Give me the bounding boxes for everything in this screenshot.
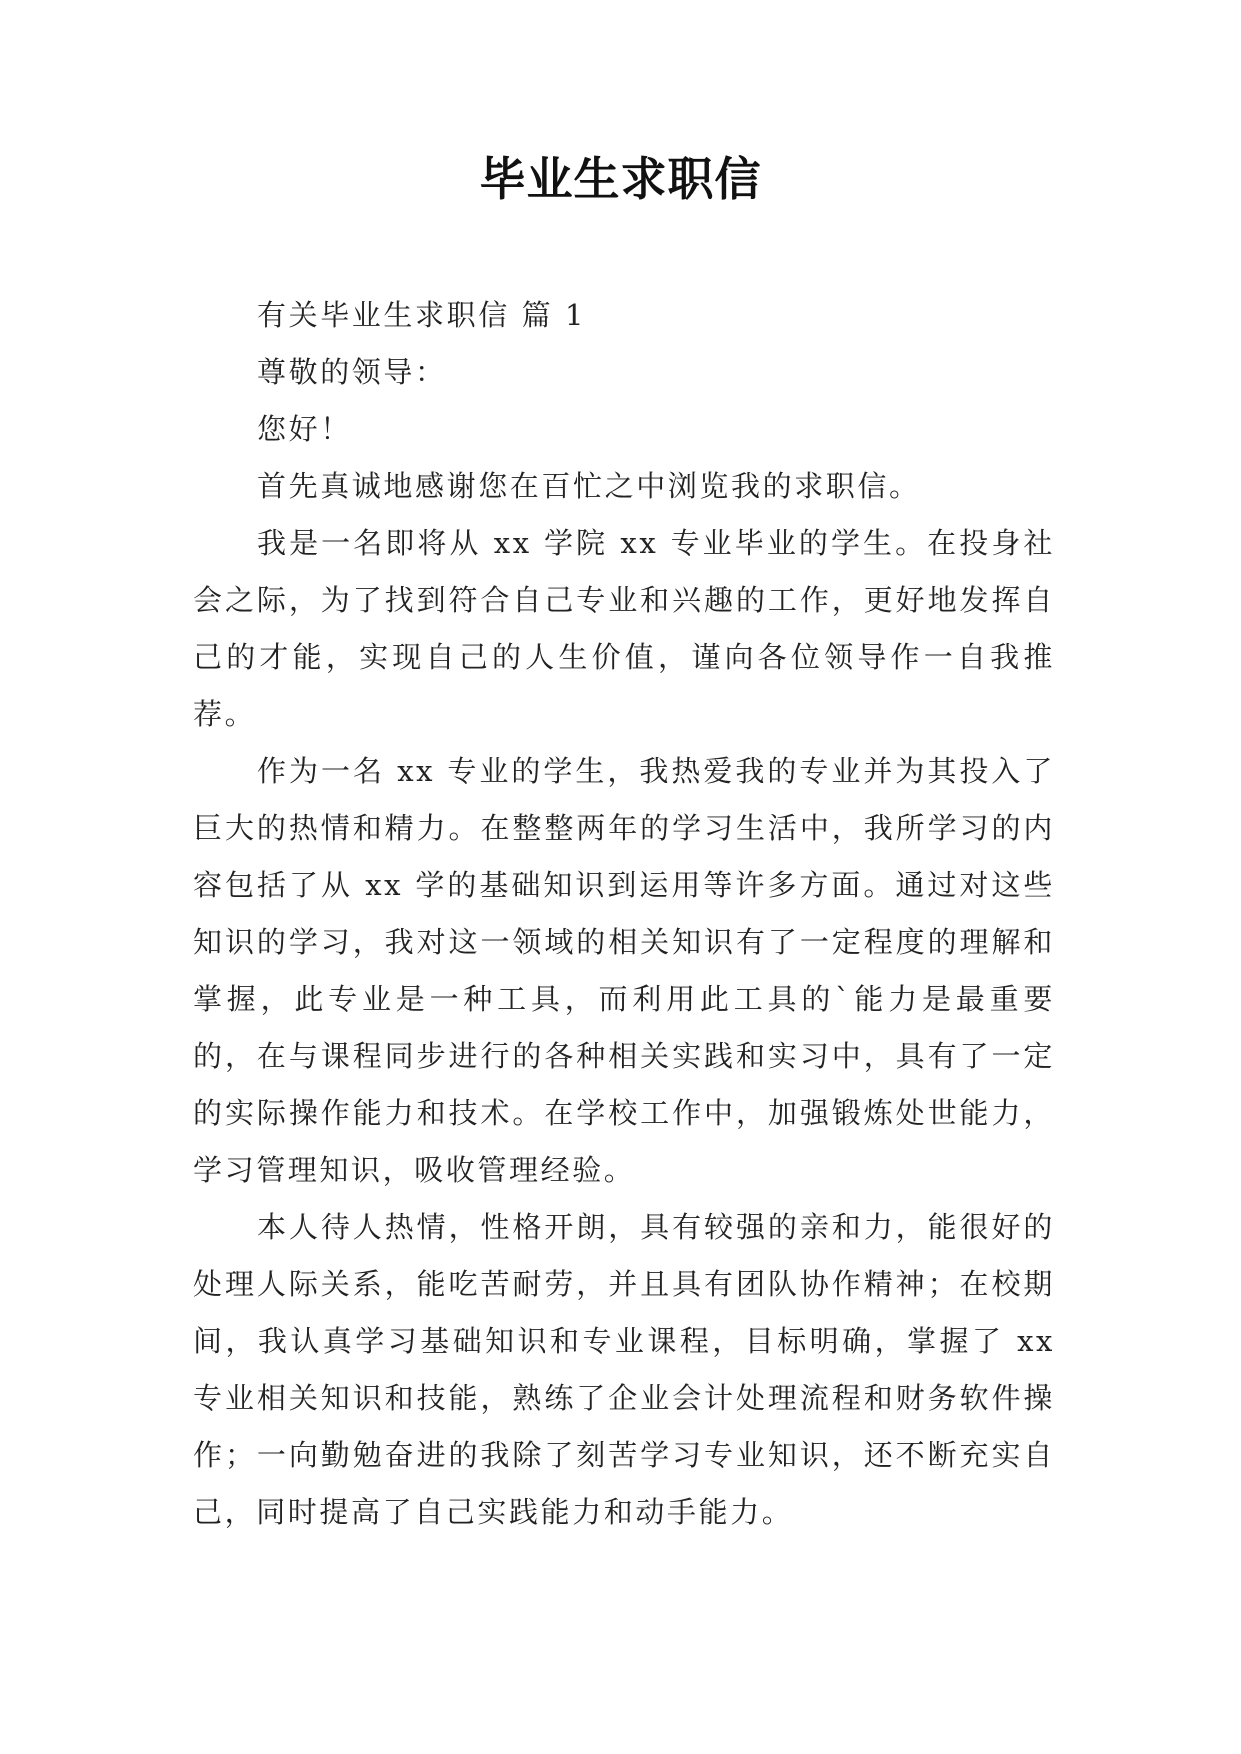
section-heading: 有关毕业生求职信 篇 1: [257, 298, 587, 332]
paragraph-introduction: 我是一名即将从 xx 学院 xx 专业毕业的学生。在投身社会之际，为了找到符合自己专业和兴趣的工作，更好地发挥自己的才能，实现自己的人生价值，谨向各位领导作一自我推荐。: [193, 526, 1055, 731]
letter-body: [193, 287, 1055, 1541]
paragraph-thanks: 首先真诚地感谢您在百忙之中浏览我的求职信。: [257, 469, 921, 503]
greeting: 您好！: [257, 412, 352, 446]
salutation: 尊敬的领导：: [257, 355, 447, 389]
document-title: 毕业生求职信: [479, 152, 762, 206]
paragraph-major: 作为一名 xx 专业的学生，我热爱我的专业并为其投入了巨大的热情和精力。在整整两年的学习生活中，我所学习的内容包括了从 xx 学的基础知识到运用等许多方面。通过对这些知识的学习，我对这一领域的相关知识有了一定程度的理解和掌握，此专业是一种工具，而利用此工具的`能力是最重要的，在与课程同步进行的各种相关实践和实习中，具有了一定的实际操作能力和技术。在学校工作中，加强锻炼处世能力，学习管理知识，吸收管理经验。: [193, 754, 1055, 1187]
paragraph-personality: 本人待人热情，性格开朗，具有较强的亲和力，能很好的处理人际关系，能吃苦耐劳，并且具有团队协作精神；在校期间，我认真学习基础知识和专业课程，目标明确，掌握了 xx 专业相关知识和技能，熟练了企业会计处理流程和财务软件操作；一向勤勉奋进的我除了刻苦学习专业知识，还不断充实自己，同时提高了自己实践能力和动手能力。: [193, 1210, 1055, 1529]
